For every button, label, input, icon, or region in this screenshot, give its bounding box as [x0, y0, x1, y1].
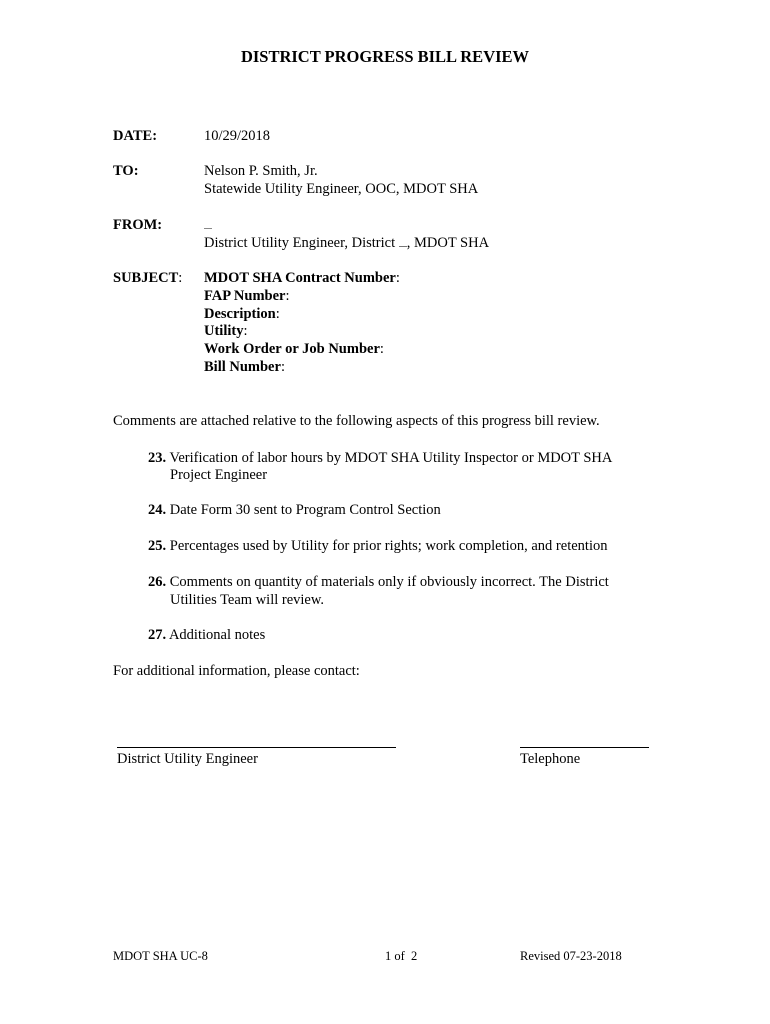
- item-number: 27.: [148, 627, 167, 643]
- from-title: [204, 235, 489, 252]
- revised-date: Revised 07-23-2018: [520, 949, 622, 963]
- subject-field-colon: :: [280, 359, 285, 375]
- item-text: Date Form 30 sent to Program Control Section: [169, 502, 441, 518]
- subject-field-label: FAP Number: [204, 288, 286, 304]
- from-label: FROM:: [113, 217, 163, 233]
- page-title: DISTRICT PROGRESS BILL REVIEW: [240, 47, 530, 66]
- telephone-label: Telephone: [520, 751, 581, 767]
- subject-field-colon: :: [285, 288, 290, 304]
- page-of: of: [394, 949, 405, 963]
- item-number: 23.: [148, 450, 167, 466]
- subject-field-colon: :: [395, 270, 400, 286]
- contact-text: For additional information, please contact:: [113, 663, 360, 679]
- subject-label-colon: :: [178, 270, 183, 286]
- subject-field-fap[interactable]: [204, 288, 290, 305]
- subject-field-label: Description: [204, 306, 276, 322]
- list-item-23-cont: Project Engineer: [170, 467, 268, 483]
- subject-field-label: MDOT SHA Contract Number: [204, 270, 396, 286]
- subject-field-label: Utility: [204, 323, 244, 339]
- date-value: 10/29/2018: [204, 128, 271, 144]
- form-id: MDOT SHA UC-8: [113, 949, 208, 963]
- subject-label-text: SUBJECT: [113, 270, 179, 286]
- page-total: 2: [411, 949, 418, 963]
- from-title-prefix: District Utility Engineer, District: [204, 235, 396, 251]
- list-item-27: [148, 627, 265, 644]
- item-text: Percentages used by Utility for prior rights; work completion, and retention: [169, 538, 608, 554]
- list-item-26: [148, 574, 609, 591]
- date-label: DATE:: [113, 128, 158, 144]
- subject-field-label: Bill Number: [204, 359, 281, 375]
- subject-field-bill-number[interactable]: [204, 359, 285, 376]
- subject-field-utility[interactable]: [204, 323, 248, 340]
- item-text: Verification of labor hours by MDOT SHA Utility Inspector or MDOT SHA: [169, 450, 613, 466]
- page-current: 1: [385, 949, 392, 963]
- subject-label: [113, 270, 182, 287]
- subject-field-colon: :: [379, 341, 384, 357]
- from-name-field[interactable]: [204, 228, 212, 229]
- subject-field-work-order[interactable]: [204, 341, 384, 358]
- engineer-label: District Utility Engineer: [117, 751, 258, 767]
- subject-field-colon: :: [275, 306, 280, 322]
- list-item-25: [148, 538, 607, 555]
- subject-field-contract[interactable]: [204, 270, 400, 287]
- page-number: [385, 949, 417, 964]
- telephone-signature-line[interactable]: [520, 747, 649, 748]
- item-number: 25.: [148, 538, 167, 554]
- engineer-signature-line[interactable]: [117, 747, 396, 748]
- to-title: Statewide Utility Engineer, OOC, MDOT SHA: [204, 181, 479, 197]
- item-number: 24.: [148, 502, 167, 518]
- list-item-24: [148, 502, 441, 519]
- item-text: Comments on quantity of materials only if obviously incorrect. The District: [169, 574, 609, 590]
- item-number: 26.: [148, 574, 167, 590]
- subject-field-colon: :: [243, 323, 248, 339]
- district-number-field[interactable]: [399, 245, 407, 247]
- from-title-suffix: , MDOT SHA: [406, 235, 490, 251]
- list-item-23: [148, 450, 612, 467]
- subject-field-label: Work Order or Job Number: [204, 341, 380, 357]
- item-text: Additional notes: [168, 627, 266, 643]
- intro-text: Comments are attached relative to the following aspects of this progress bill review.: [113, 413, 600, 429]
- list-item-26-cont: Utilities Team will review.: [170, 592, 325, 608]
- subject-field-description[interactable]: [204, 306, 280, 323]
- to-name: Nelson P. Smith, Jr.: [204, 163, 318, 179]
- to-label: TO:: [113, 163, 139, 179]
